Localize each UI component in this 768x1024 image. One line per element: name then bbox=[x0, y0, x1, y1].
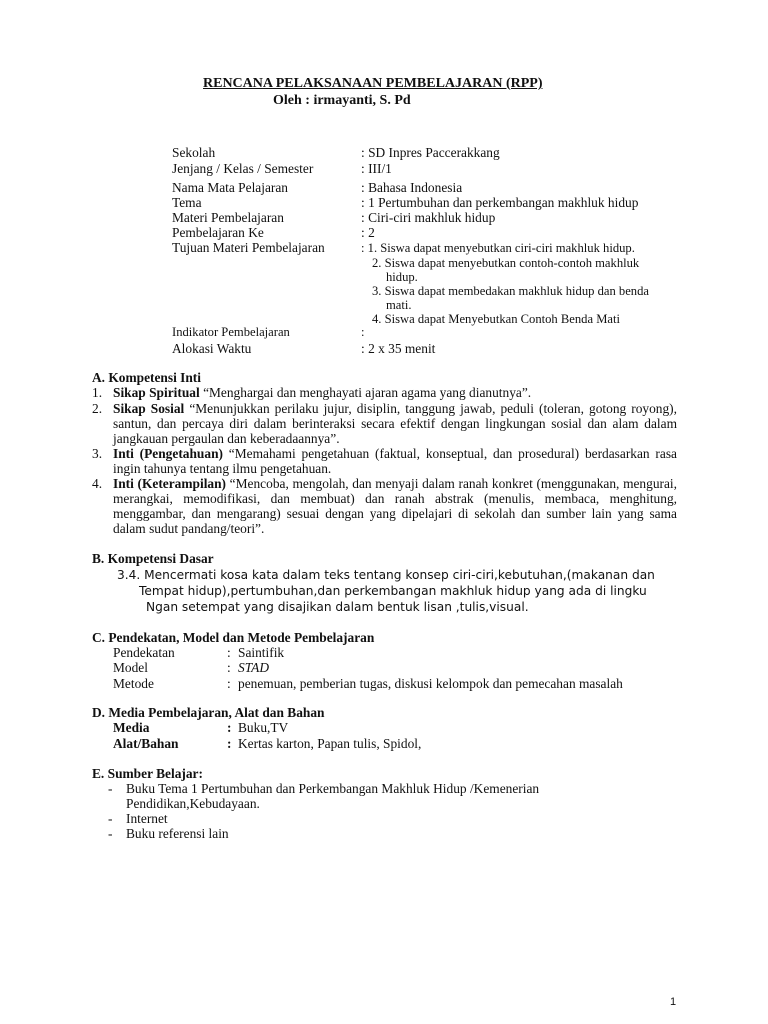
ki-3-text bbox=[113, 446, 677, 476]
media-value: Buku,TV bbox=[238, 720, 289, 735]
section-b-heading: B. Kompetensi Dasar bbox=[92, 551, 214, 566]
sumber-1-text-cont: Pendidikan,Kebudayaan. bbox=[126, 796, 260, 811]
ki-3-number: 3. bbox=[92, 446, 103, 461]
ki-1-text bbox=[113, 385, 677, 400]
model-value: STAD bbox=[238, 660, 269, 675]
tujuan-item-2: 2. Siswa dapat menyebutkan contoh-contoh makhluk bbox=[372, 256, 640, 270]
section-a-heading: A. Kompetensi Inti bbox=[92, 370, 201, 385]
materi-label: Materi Pembelajaran bbox=[172, 210, 284, 225]
indikator-value: : bbox=[361, 325, 365, 339]
pendekatan-colon: : bbox=[227, 645, 231, 660]
document-author: Oleh : irmayanti, S. Pd bbox=[273, 93, 411, 108]
sumber-3-bullet: - bbox=[108, 826, 113, 841]
alat-bahan-colon: : bbox=[227, 736, 232, 751]
indikator-label: Indikator Pembelajaran bbox=[172, 325, 290, 339]
pembelajaran-ke-value: : 2 bbox=[361, 225, 375, 240]
section-c-heading: C. Pendekatan, Model dan Metode Pembelajaran bbox=[92, 630, 375, 645]
kd-line-2: Tempat hidup),pertumbuhan,dan perkembangan makhluk hidup yang ada di lingku bbox=[139, 584, 647, 598]
tema-label: Tema bbox=[172, 195, 202, 210]
media-colon: : bbox=[227, 720, 232, 735]
tujuan-item-1: : 1. Siswa dapat menyebutkan ciri-ciri makhluk hidup. bbox=[361, 241, 635, 255]
sumber-1-bullet: - bbox=[108, 781, 113, 796]
ki-4-text bbox=[113, 476, 677, 536]
alat-bahan-label: Alat/Bahan bbox=[113, 736, 179, 751]
metode-value: penemuan, pemberian tugas, diskusi kelompok dan pemecahan masalah bbox=[238, 676, 623, 691]
tujuan-item-3-cont: mati. bbox=[386, 298, 412, 312]
jenjang-value: : III/1 bbox=[361, 161, 392, 176]
ki-1-number: 1. bbox=[92, 385, 103, 400]
model-colon: : bbox=[227, 660, 231, 675]
pembelajaran-ke-label: Pembelajaran Ke bbox=[172, 225, 264, 240]
ki-1-body: “Menghargai dan menghayati ajaran agama yang dianutnya”. bbox=[199, 385, 532, 400]
ki-2-title: Sikap Sosial bbox=[113, 401, 185, 416]
tema-value: : 1 Pertumbuhan dan perkembangan makhluk hidup bbox=[361, 195, 639, 210]
sumber-1-text: Buku Tema 1 Pertumbuhan dan Perkembangan Makhluk Hidup /Kemenerian bbox=[126, 781, 540, 796]
alokasi-label: Alokasi Waktu bbox=[172, 341, 252, 356]
ki-4-number: 4. bbox=[92, 476, 103, 491]
sekolah-label: Sekolah bbox=[172, 145, 216, 160]
pendekatan-label: Pendekatan bbox=[113, 645, 175, 660]
ki-4-title: Inti (Keterampilan) bbox=[113, 476, 227, 491]
section-e-heading: E. Sumber Belajar: bbox=[92, 766, 203, 781]
ki-2-body: “Menunjukkan perilaku jujur, disiplin, tanggung jawab, peduli (toleran, gotong royong), santun, dan percaya diri dalam berinteraksi secara efektif dengan lingkungan sosial dan alam dalam jangkauan pergaulan dan keberadaannya”. bbox=[113, 401, 677, 446]
tujuan-item-3: 3. Siswa dapat membedakan makhluk hidup dan benda bbox=[372, 284, 649, 298]
section-d-heading: D. Media Pembelajaran, Alat dan Bahan bbox=[92, 705, 325, 720]
sumber-2-text: Internet bbox=[126, 811, 168, 826]
jenjang-label: Jenjang / Kelas / Semester bbox=[172, 161, 314, 176]
mapel-value: : Bahasa Indonesia bbox=[361, 180, 463, 195]
ki-4-body: “Mencoba, mengolah, dan menyaji dalam ranah konkret (menggunakan, mengurai, merangkai, memodifikasi, dan membuat) dan ranah abstrak (menulis, membaca, menghitung, menggambar, dan mengarang) sesuai dengan yang dipelajari di sekolah dan sumber lain yang sama dalam sudut pandang/teori”. bbox=[113, 476, 677, 536]
media-label: Media bbox=[113, 720, 150, 735]
ki-2-text bbox=[113, 401, 677, 446]
kd-line-1: 3.4. Mencermati kosa kata dalam teks tentang konsep ciri-ciri,kebutuhan,(makanan dan bbox=[117, 568, 655, 582]
alokasi-value: : 2 x 35 menit bbox=[361, 341, 436, 356]
document-title: RENCANA PELAKSANAAN PEMBELAJARAN (RPP) bbox=[203, 76, 543, 91]
ki-1-title: Sikap Spiritual bbox=[113, 385, 200, 400]
sekolah-value: : SD Inpres Paccerakkang bbox=[361, 145, 500, 160]
ki-2-number: 2. bbox=[92, 401, 103, 416]
model-label: Model bbox=[113, 660, 148, 675]
kd-line-3: Ngan setempat yang disajikan dalam bentuk lisan ,tulis,visual. bbox=[146, 600, 529, 614]
tujuan-label: Tujuan Materi Pembelajaran bbox=[172, 240, 325, 255]
sumber-3-text: Buku referensi lain bbox=[126, 826, 229, 841]
page-number: 1 bbox=[670, 996, 677, 1008]
pendekatan-value: Saintifik bbox=[238, 645, 285, 660]
materi-value: : Ciri-ciri makhluk hidup bbox=[361, 210, 496, 225]
metode-colon: : bbox=[227, 676, 231, 691]
tujuan-item-2-cont: hidup. bbox=[386, 270, 418, 284]
ki-3-title: Inti (Pengetahuan) bbox=[113, 446, 223, 461]
ki-3-body: “Memahami pengetahuan (faktual, konseptual, dan prosedural) berdasarkan rasa ingin tahunya tentang ilmu pengetahuan. bbox=[113, 446, 677, 476]
tujuan-item-4: 4. Siswa dapat Menyebutkan Contoh Benda Mati bbox=[372, 312, 620, 326]
metode-label: Metode bbox=[113, 676, 154, 691]
sumber-2-bullet: - bbox=[108, 811, 113, 826]
mapel-label: Nama Mata Pelajaran bbox=[172, 180, 288, 195]
alat-bahan-value: Kertas karton, Papan tulis, Spidol, bbox=[238, 736, 422, 751]
